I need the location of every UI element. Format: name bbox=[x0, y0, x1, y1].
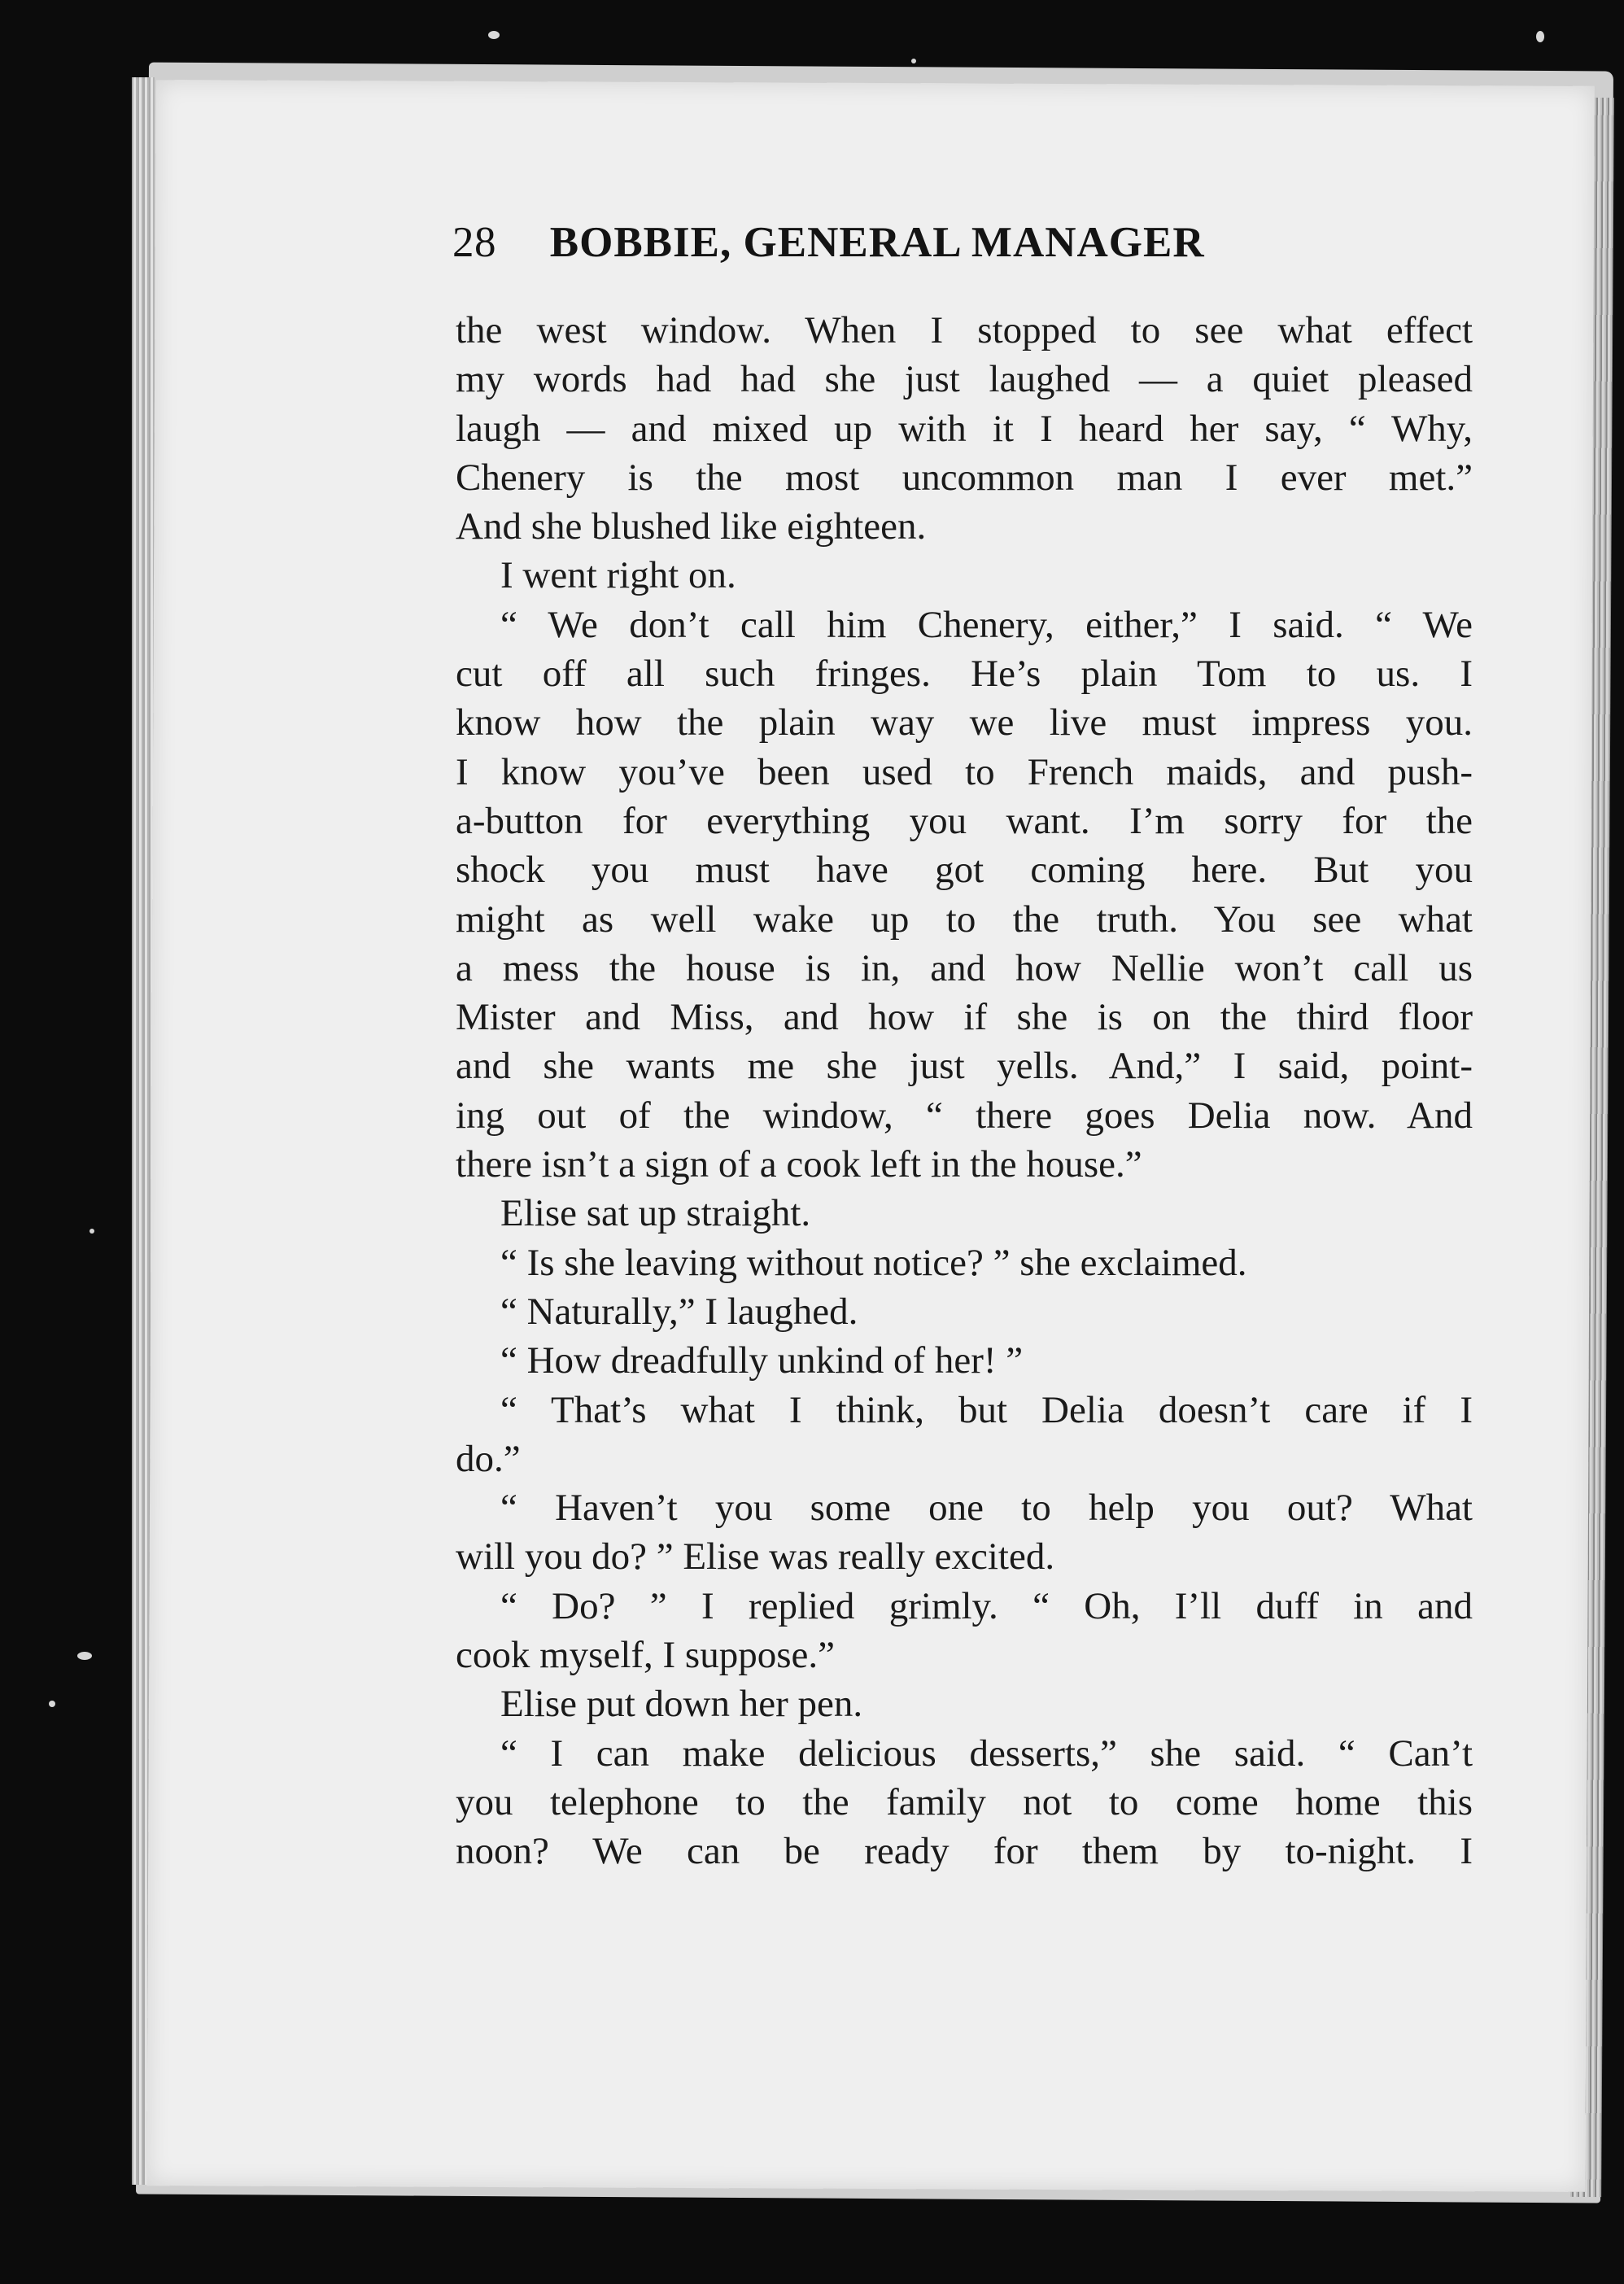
dust-speck bbox=[1536, 31, 1544, 42]
text-line: “ That’s what I think, but Delia doesn’t care if I bbox=[500, 1388, 1473, 1431]
text-line: a-button for everything you want. I’m sorry for the bbox=[456, 799, 1473, 842]
text-line: ing out of the window, “ there goes Delia now. And bbox=[456, 1094, 1473, 1137]
text-line: laugh — and mixed up with it I heard her say, “ Why, bbox=[456, 407, 1473, 450]
text-line: a mess the house is in, and how Nellie won’t call us bbox=[456, 946, 1473, 989]
text-line: “ Naturally,” I laughed. bbox=[500, 1290, 858, 1333]
text-line: know how the plain way we live must impress you. bbox=[456, 701, 1473, 745]
text-line: noon? We can be ready for them by to-night. I bbox=[456, 1830, 1473, 1873]
text-line: and she wants me she just yells. And,” I said, point- bbox=[456, 1045, 1473, 1088]
text-line: I know you’ve been used to French maids, and push- bbox=[456, 750, 1473, 793]
text-line: cook myself, I suppose.” bbox=[456, 1634, 835, 1677]
text-line: cut off all such fringes. He’s plain Tom to us. I bbox=[456, 653, 1473, 696]
text-line: “ How dreadfully unkind of her! ” bbox=[500, 1339, 1024, 1382]
page-header bbox=[452, 218, 1478, 267]
text-line: “ We don’t call him Chenery, either,” I said. “ We bbox=[500, 603, 1473, 646]
text-line: And she blushed like eighteen. bbox=[456, 505, 927, 548]
text-line: “ I can make delicious desserts,” she said. “ Can’t bbox=[500, 1732, 1473, 1775]
body-text bbox=[456, 306, 1473, 1876]
dust-speck bbox=[488, 31, 500, 39]
text-line: there isn’t a sign of a cook left in the house.” bbox=[456, 1143, 1142, 1186]
text-line: my words had had she just laughed — a quiet pleased bbox=[456, 358, 1473, 401]
dust-speck bbox=[911, 59, 916, 63]
text-line: Elise put down her pen. bbox=[500, 1683, 863, 1726]
text-line: will you do? ” Elise was really excited. bbox=[456, 1535, 1055, 1579]
text-line: the west window. When I stopped to see what effect bbox=[456, 309, 1473, 352]
text-line: “ Haven’t you some one to help you out? What bbox=[500, 1487, 1473, 1530]
text-line: do.” bbox=[456, 1437, 521, 1480]
text-line: Chenery is the most uncommon man I ever met.” bbox=[456, 456, 1473, 499]
dust-speck bbox=[77, 1652, 92, 1660]
dust-speck bbox=[49, 1701, 55, 1707]
text-line: “ Is she leaving without notice? ” she exclaimed. bbox=[500, 1241, 1247, 1284]
dust-speck bbox=[89, 1229, 94, 1234]
text-line: “ Do? ” I replied grimly. “ Oh, I’ll duff in and bbox=[500, 1584, 1473, 1627]
running-title: BOBBIE, GENERAL MANAGER bbox=[549, 219, 1205, 266]
text-line: I went right on. bbox=[500, 554, 736, 597]
text-line: Elise sat up straight. bbox=[500, 1192, 811, 1235]
text-line: Mister and Miss, and how if she is on the third floor bbox=[456, 996, 1473, 1039]
text-line: you telephone to the family not to come home this bbox=[456, 1780, 1473, 1823]
page-number: 28 bbox=[452, 219, 496, 266]
text-line: might as well wake up to the truth. You see what bbox=[456, 897, 1473, 941]
text-line: shock you must have got coming here. But you bbox=[456, 849, 1473, 892]
